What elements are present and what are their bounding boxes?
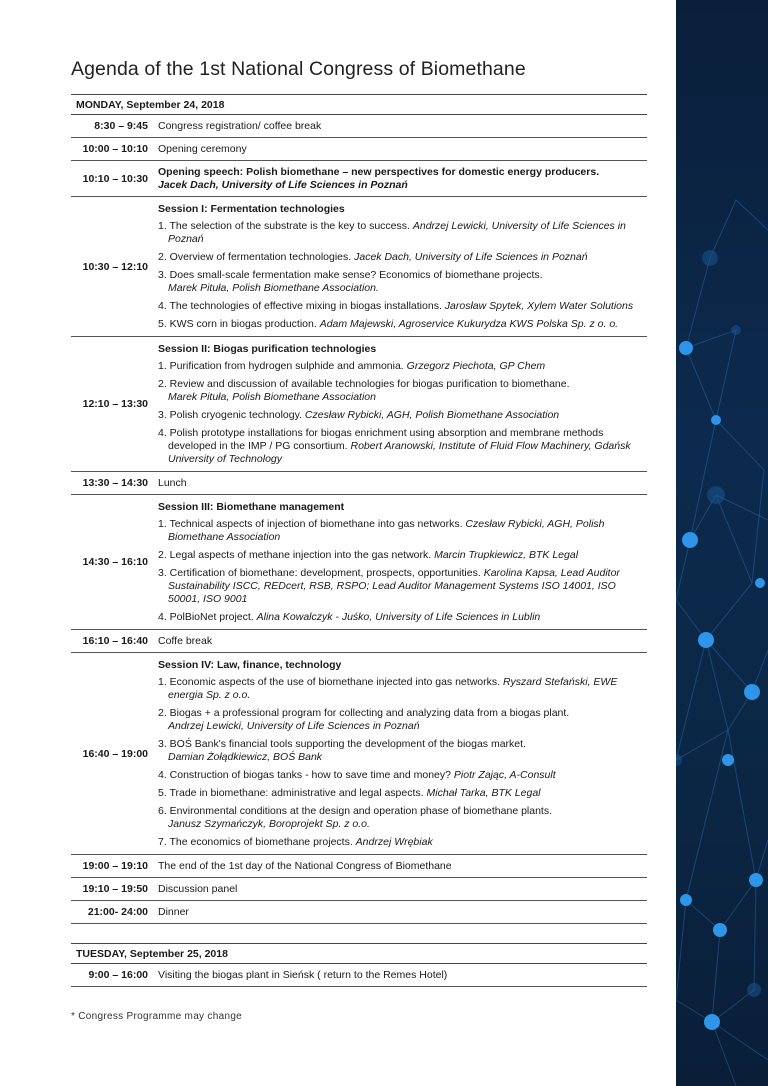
row-text: Coffe break [158,635,213,647]
list-item: 1. Economic aspects of the use of biomethane injected into gas networks. Ryszard Stefański, EWE energia Sp. z o.o. [158,676,618,701]
list-item: 4. PolBioNet project. Alina Kowalczyk - Juśko, University of Life Sciences in Lublin [158,611,541,623]
list-item: 3. Certification of biomethane: development, prospects, opportunities. Karolina Kapsa, Lead Auditor Sustainability ISCC, REDcert, RSB, RSPO; Lead Auditor Management Systems ISO 14001, ISO 50001, ISO 9001 [158,567,620,605]
list-item: 7. The economics of biomethane projects. Andrzej Wrębiak [158,836,433,848]
row-text: The end of the 1st day of the National Congress of Biomethane [158,860,452,872]
row-time: 12:10 – 13:30 [82,398,148,410]
list-item: 6. Environmental conditions at the design and operation phase of biomethane plants. Janusz Szymańczyk, Boroprojekt Sp. z o.o. [158,805,553,830]
row-time: 16:10 – 16:40 [82,635,148,647]
agenda-row-session-1 [71,197,647,337]
row-time: 19:00 – 19:10 [82,860,148,872]
list-item: 3. BOŚ Bank's financial tools supporting the development of the biogas market. Damian Żołądkiewicz, BOŚ Bank [158,738,526,763]
list-item: 5. Trade in biomethane: administrative and legal aspects. Michał Tarka, BTK Legal [158,787,541,799]
opening-speech-title: Opening speech: Polish biomethane – new perspectives for domestic energy producers. [158,166,600,178]
agenda-row-session-4 [71,653,647,855]
agenda-row-lunch [71,472,647,495]
row-text: Lunch [158,477,187,489]
session-title: Session III: Biomethane management [158,501,345,513]
row-time: 10:10 – 10:30 [82,172,148,185]
agenda-row-session-3 [71,495,647,630]
page-title: Agenda of the 1st National Congress of Biomethane [71,58,526,80]
row-text: Opening ceremony [158,143,247,155]
session-title: Session I: Fermentation technologies [158,203,345,215]
row-text: Congress registration/ coffee break [158,120,322,132]
row-time: 8:30 – 9:45 [94,120,148,132]
list-item: 1. The selection of the substrate is the key to success. Andrzej Lewicki, University of Life Sciences in Poznań [158,220,626,245]
network-graphic [676,0,768,1086]
decorative-network-sidebar [676,0,768,1086]
day-spacer [71,924,647,943]
list-item: 4. Polish prototype installations for biogas enrichment using absorption and membrane methods developed in the IMP / PG consortium. Robert Aranowski, Institute of Fluid Flow Machinery, Gdańsk University of Technology [158,427,631,465]
list-item: 2. Review and discussion of available technologies for biogas purification to biomethane. Marek Pituła, Polish Biomethane Association [158,378,570,403]
list-item: 5. KWS corn in biogas production. Adam Majewski, Agroservice Kukurydza KWS Polska Sp. z o. o. [158,318,619,330]
row-time: 14:30 – 16:10 [82,556,148,568]
row-time: 19:10 – 19:50 [82,883,148,895]
list-item: 2. Legal aspects of methane injection into the gas network. Marcin Trupkiewicz, BTK Legal [158,549,579,561]
agenda-row-coffee-break [71,630,647,653]
list-item: 1. Technical aspects of injection of biomethane into gas networks. Czesław Rybicki, AGH, Polish Biomethane Association [158,518,605,543]
list-item: 3. Does small-scale fermentation make sense? Economics of biomethane projects. Marek Pituła, Polish Biomethane Association. [158,269,543,294]
list-item: 3. Polish cryogenic technology. Czesław Rybicki, AGH, Polish Biomethane Association [158,409,560,421]
row-text: Discussion panel [158,883,238,895]
agenda-table [71,94,647,987]
list-item: 2. Overview of fermentation technologies. Jacek Dach, University of Life Sciences in Poznań [158,251,588,263]
row-time: 9:00 – 16:00 [88,969,148,981]
row-text: Visiting the biogas plant in Sieńsk ( return to the Remes Hotel) [158,969,448,981]
day-heading-tuesday: TUESDAY, September 25, 2018 [71,943,647,964]
agenda-row [71,855,647,878]
row-time: 16:40 – 19:00 [82,747,148,760]
agenda-row [71,138,647,161]
list-item: 2. Biogas + a professional program for collecting and analyzing data from a biogas plant. Andrzej Lewicki, University of Life Sciences in Poznań [158,707,570,732]
session-title: Session II: Biogas purification technologies [158,343,377,355]
row-time: 10:00 – 10:10 [82,143,148,155]
row-time: 10:30 – 12:10 [82,260,148,273]
row-time: 13:30 – 14:30 [82,477,148,489]
row-time: 21:00- 24:00 [87,906,148,918]
list-item: 4. Construction of biogas tanks - how to save time and money? Piotr Zając, A-Consult [158,769,556,781]
row-text: Dinner [158,906,189,918]
agenda-row [71,878,647,901]
list-item: 1. Purification from hydrogen sulphide and ammonia. Grzegorz Piechota, GP Chem [158,360,546,372]
day-heading-monday: MONDAY, September 24, 2018 [71,94,647,115]
opening-speech-speaker: Jacek Dach, University of Life Sciences in Poznań [158,179,408,191]
footnote: * Congress Programme may change [71,1011,243,1022]
agenda-row [71,964,647,987]
session-title: Session IV: Law, finance, technology [158,659,342,671]
agenda-row-session-2 [71,337,647,472]
list-item: 4. The technologies of effective mixing in biogas installations. Jarosław Spytek, Xylem Water Solutions [158,300,634,312]
agenda-row [71,115,647,138]
agenda-row [71,901,647,924]
agenda-row-opening-speech [71,161,647,197]
